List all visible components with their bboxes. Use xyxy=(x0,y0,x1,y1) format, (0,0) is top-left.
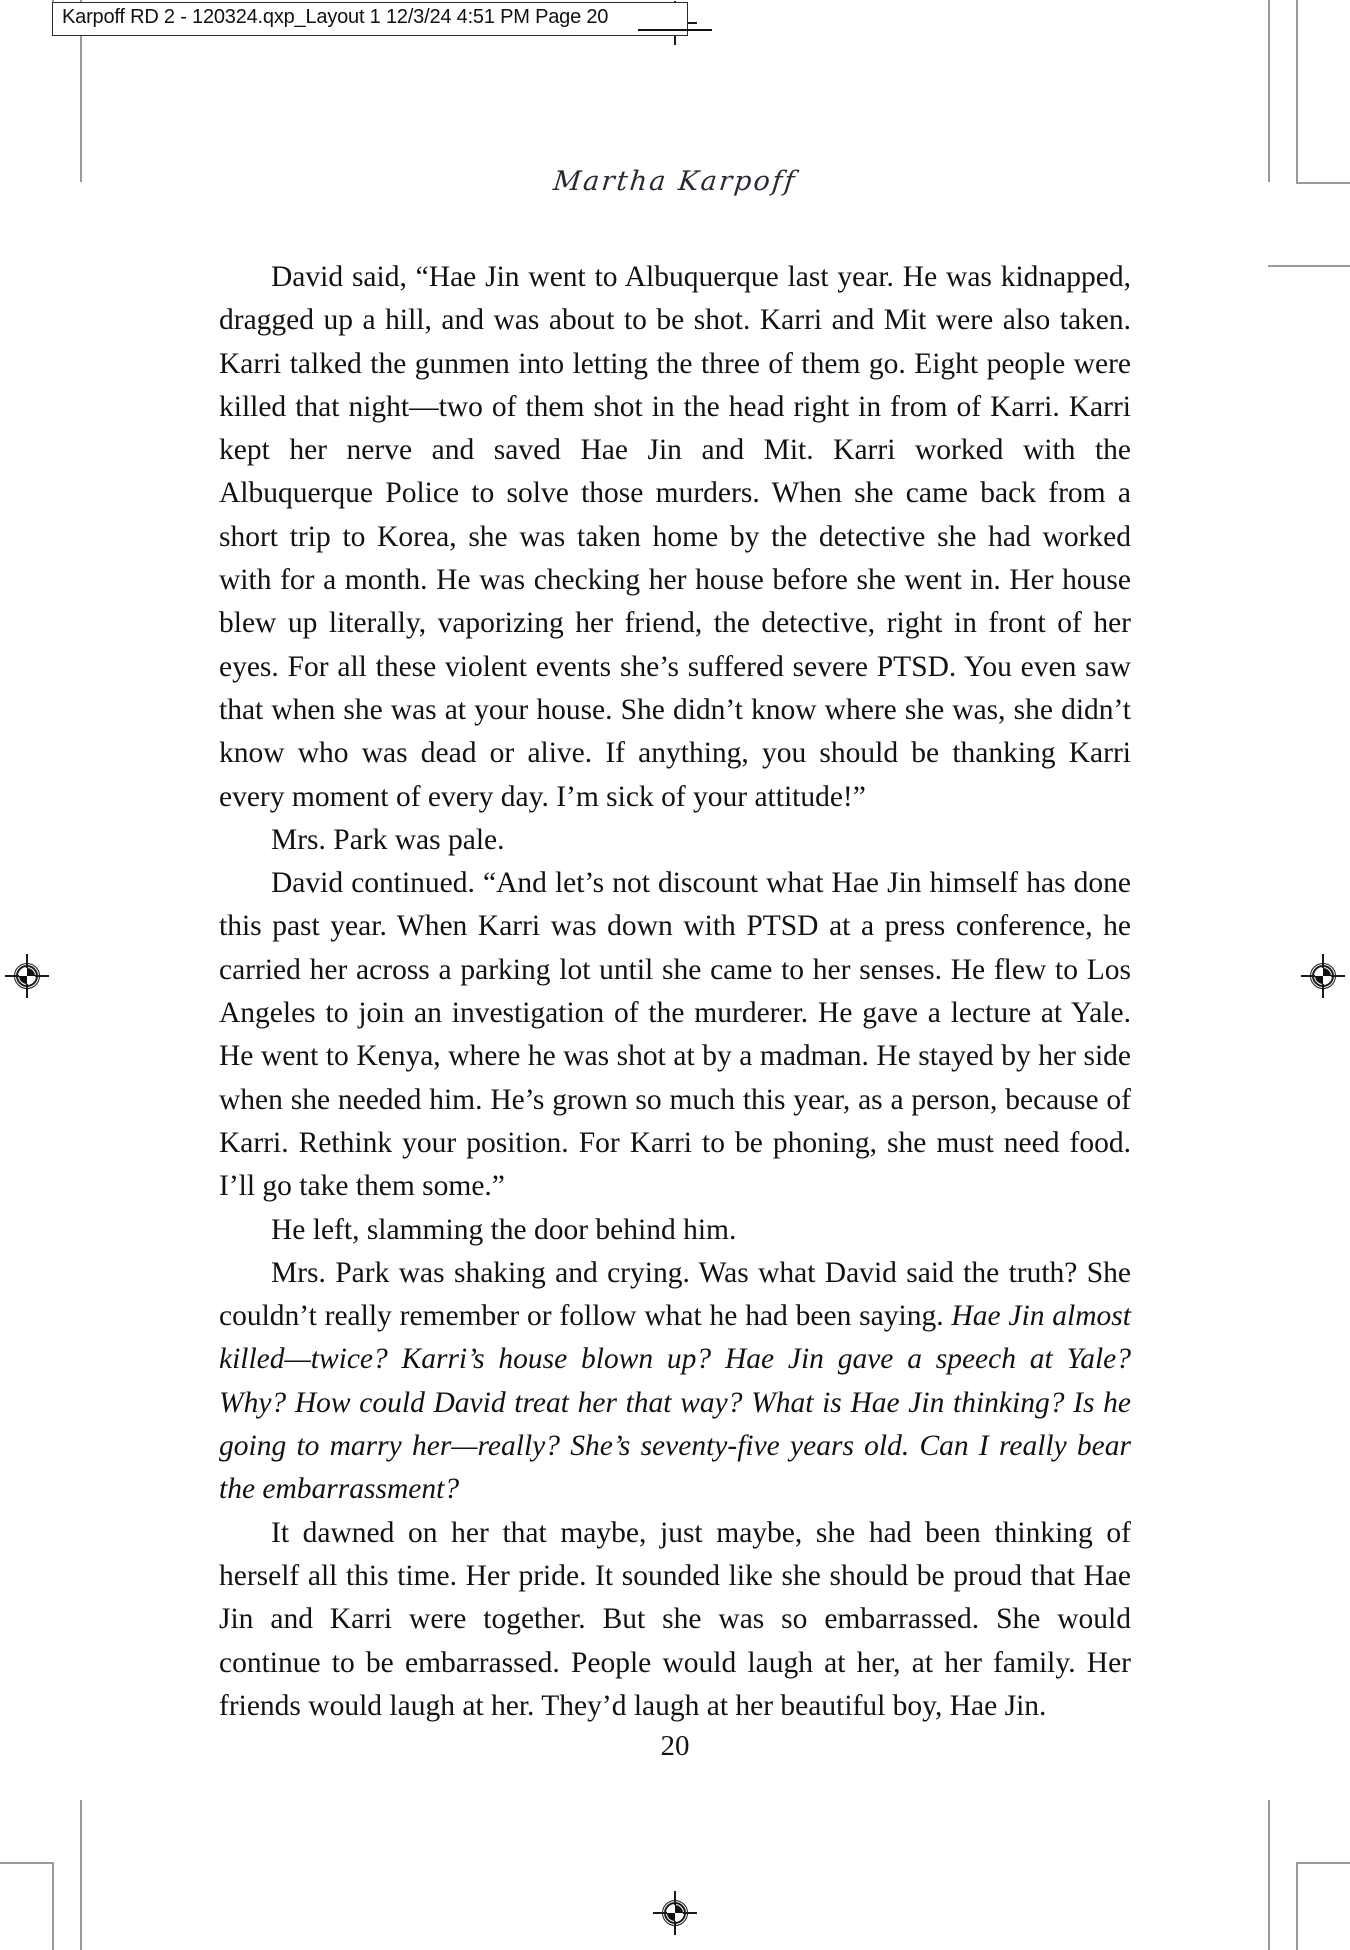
paragraph-5 xyxy=(219,1252,1131,1512)
text-run: David said, “Hae Jin went to Albuquerque last year. He was kidnapped, dragged up a hill, and was about to be shot. Karri and Mit were also taken. Karri talked the gunmen into letting the three of them go. Eight people were killed that night—two of them shot in the head right in from of Karri. Karri kept her nerve and saved Hae Jin and Mit. Karri worked with the Albuquerque Police to solve those murders. When she came back from a short trip to Korea, she was taken home by the detective she had worked with for a month. He was checking her house before she went in. Her house blew up literally, vaporizing her friend, the detective, right in front of her eyes. For all these violent events she’s suffered severe PTSD. You even saw that when she was at your house. She didn’t know where she was, she didn’t know who was dead or alive. If anything, you should be thanking Karri every moment of every day. I’m sick of your attitude!” xyxy=(219,261,1131,813)
text-run: Mrs. Park was pale. xyxy=(271,823,505,856)
paragraph-3 xyxy=(219,862,1131,1208)
body-text-block xyxy=(219,256,1131,1728)
paragraph-1 xyxy=(219,256,1131,819)
paragraph-6 xyxy=(219,1512,1131,1728)
text-run-italic-inner-monologue: Hae Jin almost killed—twice? Karri’s house blown up? Hae Jin gave a speech at Yale? Why? How could David treat her that way? What is Hae Jin thinking? Is he going to marry her—really? She’s seventy-five years old. Can I really bear the embarrassment? xyxy=(219,1300,1131,1506)
running-head-author: Martha Karpoff xyxy=(551,166,799,197)
text-run: He left, slamming the door behind him. xyxy=(271,1213,737,1246)
text-run: David continued. “And let’s not discount what Hae Jin himself has done this past year. When Karri was down with PTSD at a press conference, he carried her across a parking lot until she came to her senses. He flew to Los Angeles to join an investigation of the murderer. He gave a lecture at Yale. He went to Kenya, where he was shot at by a madman. He stayed by her side when she needed him. He’s grown so much this year, as a person, because of Karri. Rethink your position. For Karri to be phoning, she must need food. I’ll go take them some.” xyxy=(219,867,1131,1203)
text-run: It dawned on her that maybe, just maybe, she had been thinking of herself all this time. Her pride. It sounded like she should be proud that Hae Jin and Karri were together. But she was so embarrassed. She would continue to be embarrassed. People would laugh at her, at her family. Her friends would laugh at her. They’d laugh at her beautiful boy, Hae Jin. xyxy=(219,1516,1131,1722)
paragraph-4 xyxy=(219,1209,1131,1252)
page-number-folio: 20 xyxy=(660,1730,690,1762)
text-run: Mrs. Park was shaking and crying. Was what David said the truth? She couldn’t really remember or follow what he had been saying. xyxy=(219,1256,1131,1333)
paragraph-2 xyxy=(219,819,1131,862)
job-slug-text: Karpoff RD 2 - 120324.qxp_Layout 1 12/3/24 4:51 PM Page 20 xyxy=(62,6,609,28)
